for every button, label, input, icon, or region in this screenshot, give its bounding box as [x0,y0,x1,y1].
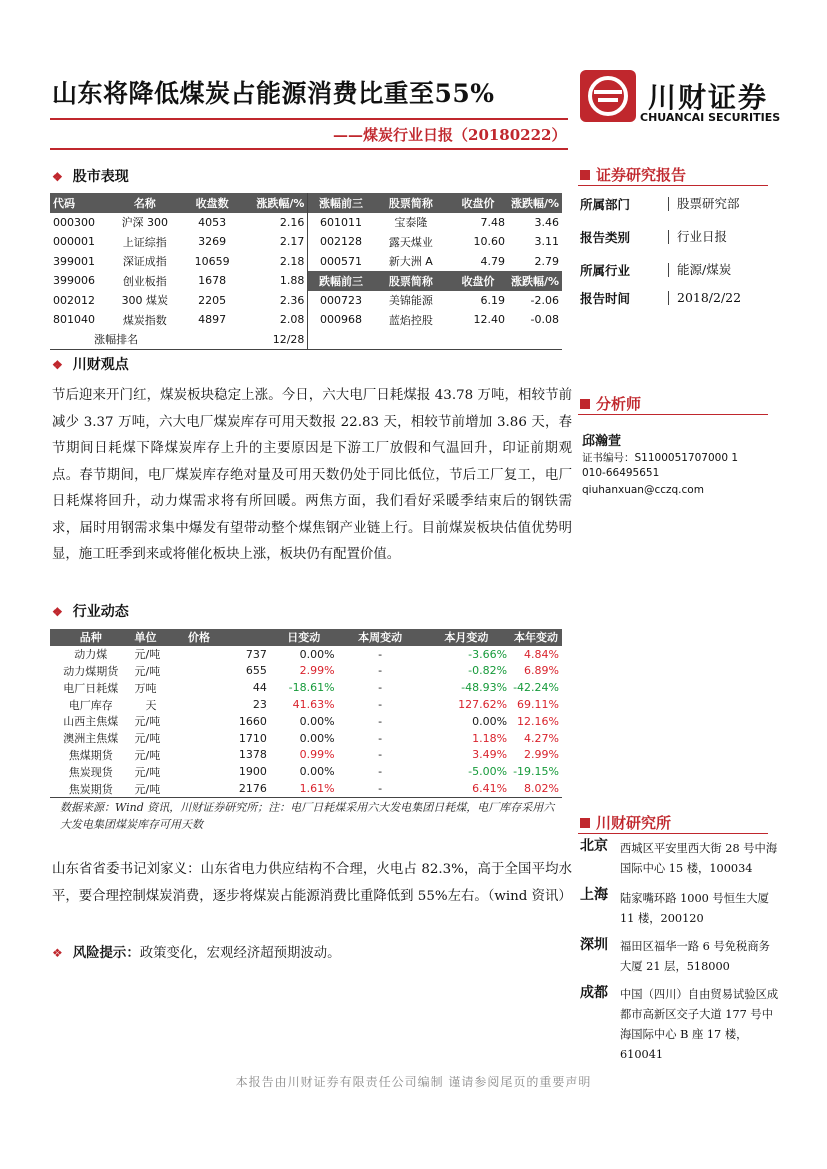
ind-cell: 元/吨 [134,664,161,678]
market-table [50,193,562,350]
diamond-bullet-icon: ❖ [52,170,63,184]
mkt-cell: 002128 [308,232,374,252]
ind-h-month: 本月变动 [423,629,510,646]
mkt-cell-empty [374,330,449,350]
mkt-cell: 3.11 [534,235,559,249]
ind-cell: -18.61% [288,681,335,695]
ind-cell: 元/吨 [134,748,161,762]
mkt-cell: 4897 [198,313,227,327]
rank-label: 涨幅排名 [50,330,182,350]
sidebar-divider [578,414,768,415]
diamond-bullet-icon: ❖ [52,946,63,960]
ind-cell: 4.84% [524,647,559,661]
ind-cell: 3.49% [472,748,508,762]
ind-cell: -0.82% [468,664,508,678]
table-row [50,763,562,780]
mkt-h-chg: 涨跌幅/% [242,193,308,213]
mkt-h-stock: 股票简称 [374,193,449,213]
mkt-cell: 000001 [53,235,95,249]
mkt-cell: 10659 [194,254,230,268]
mkt-cell: 10.60 [473,235,505,249]
ind-cell: 2.99% [524,748,559,762]
mkt-cell: 2.16 [279,215,305,229]
mkt-cell: 上证综指 [122,235,167,249]
industry-data-note: 数据来源：Wind 资讯，川财证券研究所；注：电厂日耗煤采用六大发电集团日耗煤，电厂库存采用六大发电集团煤炭库存可用天数 [60,801,555,831]
table-row [50,679,562,696]
ind-cell: 焦炭期货 [50,780,132,797]
logo-company-name: 川财证券 [648,81,769,114]
ind-cell: -48.93% [461,681,508,695]
risk-text: 政策变化，宏观经济超预期波动。 [139,946,341,961]
mkt-cell: 300 煤炭 [121,294,169,308]
info-key-category: 报告类别 [580,230,631,245]
section-market-title: ❖ 股市表现 [52,169,129,185]
sidebar-analyst-title: 分析师 [580,393,641,414]
ind-cell: 动力煤期货 [63,664,119,678]
mkt-cell: 3269 [198,235,227,249]
mkt-h-topdown: 跌幅前三 [308,271,374,291]
mkt-cell: 露天煤业 [388,235,433,249]
mkt-cell: 2205 [198,293,227,307]
analyst-phone: 010-66495651 [582,467,660,479]
chuancai-logo-icon [580,70,636,122]
table-row [50,252,562,272]
ind-cell: 1900 [238,765,267,779]
office-addr-shenzhen: 福田区福华一路 6 号免税商务大厦 21 层，518000 [620,940,770,973]
mkt-cell: 2.17 [279,235,305,249]
section-industry-title: ❖ 行业动态 [52,604,129,620]
mkt-cell: 12.40 [473,313,505,327]
mkt-cell-empty [308,330,374,350]
risk-line [52,942,341,961]
mkt-cell: 000968 [308,310,374,330]
ind-cell: 23 [252,698,267,712]
mkt-h-name: 名称 [107,193,182,213]
ind-cell: - [378,681,383,695]
section-view-title: ❖ 川财观点 [52,357,129,373]
ind-cell: 焦煤期货 [68,748,113,762]
mkt-h-topup: 涨幅前三 [308,193,374,213]
table-row [50,713,562,730]
mkt-cell: 宝泰隆 [394,216,428,230]
mkt-cell: 蓝焰控股 [388,313,433,327]
ind-cell: 0.00% [299,714,335,728]
ind-cell: 电厂日耗煤 [63,681,119,695]
mkt-h-close: 收盘数 [182,193,242,213]
mkt-cell: 煤炭指数 [122,313,167,327]
mkt-cell: 7.48 [480,215,505,229]
ind-cell: 山西主焦煤 [63,715,119,729]
mkt-cell: 3.46 [534,215,559,229]
mkt-cell: 2.79 [534,254,559,268]
view-paragraph: 节后迎来开门红，煤炭板块稳定上涨。今日，六大电厂日耗煤报 43.78 万吨，相较节前减少 3.37 万吨，六大电厂煤炭库存可用天数报 22.83 天，相较节前增加 3.86 天，春节期间日耗煤下降煤炭库存上升的主要原因是下游工厂放假和气温回升，印证前期观点。春节期间，电厂煤炭库存绝对量及可用天数仍处于同比低位，节后工厂复工，电厂日耗煤将回升，动力煤需求将有所回暖。两焦方面，我们看好采暖季结束后的钢铁需求，届时用钢需求集中爆发有望带动整个煤焦钢产业链上行。目前煤炭板块估值优势明显，施工旺季到来或将催化板块上涨，板块仍有配置价值。 [52,388,572,562]
report-title: 山东将降低煤炭占能源消费比重至55% [52,79,495,108]
ind-cell: 4.27% [524,731,559,745]
ind-cell: - [378,765,383,779]
info-key-date: 报告时间 [580,291,631,306]
ind-h-year: 本年变动 [510,629,562,646]
ind-cell: 2.99% [299,664,335,678]
sidebar-report-title: 证券研究报告 [580,164,686,185]
ind-cell: - [378,731,383,745]
ind-cell: 元/吨 [134,648,161,662]
subtitle-divider [50,148,568,150]
ind-h-unit: 单位 [132,629,186,646]
ind-cell: - [378,748,383,762]
table-row [50,780,562,797]
mkt-cell: 创业板指 [122,274,167,288]
risk-label: 风险提示： [72,945,140,961]
report-subtitle: ——煤炭行业日报（20180222） [333,126,567,144]
red-square-icon [580,818,590,828]
ind-cell: 655 [245,664,267,678]
mkt-h-chg2: 涨跌幅/% [508,193,562,213]
diamond-bullet-icon: ❖ [52,358,63,372]
mkt-cell: 4053 [198,215,227,229]
office-city-shenzhen: 深圳 [580,937,608,953]
sidebar-institute-title: 川财研究所 [580,812,671,833]
rank-row [50,330,562,350]
table-row [50,730,562,747]
red-square-icon [580,399,590,409]
mkt-cell: 6.19 [480,293,505,307]
table-row [50,747,562,764]
ind-h-variety: 品种 [50,629,132,646]
table-row [50,232,562,252]
ind-cell: 1378 [238,748,267,762]
table-row [50,291,562,311]
sidebar-divider [578,185,768,186]
ind-cell: 737 [245,647,267,661]
ind-cell: -19.15% [513,765,559,779]
ind-cell: 0.00% [299,731,335,745]
mkt-h-code: 代码 [50,193,107,213]
mkt-cell: 深证成指 [122,255,167,269]
ind-cell: 0.99% [299,748,335,762]
info-key-industry: 所属行业 [580,263,631,278]
ind-h-week: 本周变动 [338,629,423,646]
sidebar-divider [578,833,768,834]
ind-cell: 8.02% [510,780,562,797]
info-key-department: 所属部门 [580,197,631,212]
ind-cell: 127.62% [458,698,508,712]
ind-cell: 电厂库存 [68,698,113,712]
ind-cell: 6.89% [524,664,559,678]
mkt-cell: 1.88 [279,274,305,288]
ind-cell: 元/吨 [132,780,186,797]
ind-cell: 焦炭现货 [68,765,113,779]
ind-cell: 0.00% [299,647,335,661]
ind-cell: 69.11% [517,698,559,712]
ind-h-price: 价格 [185,629,270,646]
table-row [50,696,562,713]
news-paragraph: 山东省省委书记刘家义：山东省电力供应结构不合理，火电占 82.3%，高于全国平均水平，要合理控制煤炭消费，逐步将煤炭占能源消费比重降低到 55%左右。（wind 资讯） [52,862,572,904]
ind-cell: 12.16% [517,714,559,728]
ind-cell: - [378,647,383,661]
ind-cell: -5.00% [468,765,508,779]
ind-cell: 澳洲主焦煤 [63,732,119,746]
ind-cell: 6.41% [423,780,510,797]
mkt-cell: 1678 [198,274,227,288]
office-city-chengdu: 成都 [580,985,608,1001]
analyst-email[interactable]: qiuhanxuan@cczq.com [582,484,704,496]
info-value-date: 2018/2/22 [668,291,741,305]
ind-cell: - [338,780,423,797]
ind-cell: 44 [252,681,267,695]
ind-cell: 41.63% [292,698,335,712]
mkt-cell: 399006 [53,274,95,288]
analyst-cert: 证书编号：S1100051707000 1 [582,452,739,464]
mkt-cell: -2.06 [530,293,559,307]
ind-cell: 0.00% [299,765,335,779]
analyst-name: 邱瀚萱 [582,434,622,449]
info-value-department: 股票研究部 [668,197,740,211]
ind-cell: 1.61% [270,780,338,797]
red-square-icon [580,170,590,180]
industry-header-row [50,629,562,646]
office-addr-chengdu: 中国（四川）自由贸易试验区成都市高新区交子大道 177 号中海国际中心 B 座 17 楼，610041 [620,988,779,1061]
table-row [50,213,562,233]
mkt-h-price: 收盘价 [448,193,508,213]
market-header-row [50,193,562,213]
ind-cell: - [378,698,383,712]
mkt-cell: 2.08 [279,313,305,327]
ind-cell: 元/吨 [134,715,161,729]
mkt-cell: 399001 [53,254,95,268]
header-divider [50,118,568,120]
mkt-h-chg-down: 涨跌幅/% [508,271,562,291]
mkt-cell: 000571 [308,252,374,272]
ind-h-day: 日变动 [270,629,338,646]
mkt-h-price-down: 收盘价 [448,271,508,291]
ind-cell: - [378,664,383,678]
diamond-bullet-icon: ❖ [52,605,63,619]
mkt-cell: 沪深 300 [121,216,169,230]
rank-value: 12/28 [182,330,308,350]
mkt-cell: 2.18 [279,254,305,268]
mkt-cell: 美锦能源 [388,294,433,308]
table-row [50,646,562,663]
table-row [50,310,562,330]
office-addr-shanghai: 陆家嘴环路 1000 号恒生大厦 11 楼，200120 [620,892,769,925]
ind-cell: 0.00% [472,714,508,728]
ind-cell: 元/吨 [134,765,161,779]
mkt-cell: 000723 [308,291,374,311]
ind-cell: - [378,714,383,728]
mkt-cell: -0.08 [530,313,559,327]
table-row [50,663,562,680]
mkt-cell: 002012 [53,293,95,307]
ind-cell: 天 [145,698,157,712]
ind-cell: 元/吨 [134,732,161,746]
logo-company-english: CHUANCAI SECURITIES [640,111,781,124]
info-value-category: 行业日报 [668,230,727,244]
ind-cell: 1.18% [472,731,508,745]
info-value-industry: 能源/煤炭 [668,263,731,277]
mkt-cell: 4.79 [480,254,505,268]
ind-cell: 动力煤 [74,648,108,662]
office-addr-beijing: 西城区平安里西大街 28 号中海国际中心 15 楼，100034 [620,842,778,875]
ind-cell: -3.66% [468,647,508,661]
office-city-shanghai: 上海 [580,887,608,903]
ind-cell: 万吨 [134,681,157,695]
mkt-cell-empty [448,330,508,350]
mkt-h-stock-down: 股票简称 [374,271,449,291]
table-row [50,271,562,291]
footer-disclaimer: 本报告由川财证券有限责任公司编制 谨请参阅尾页的重要声明 [235,1075,592,1089]
ind-cell: 1660 [238,714,267,728]
mkt-cell: 新大洲 A [388,255,433,269]
office-city-beijing: 北京 [580,838,608,854]
mkt-cell: 601011 [308,213,374,233]
industry-table [50,629,562,798]
mkt-cell: 2.36 [279,293,305,307]
ind-cell: 1710 [238,731,267,745]
ind-cell: -42.24% [513,681,559,695]
ind-cell: 2176 [185,780,270,797]
mkt-cell: 801040 [53,313,95,327]
mkt-cell: 000300 [53,215,95,229]
mkt-cell-empty [508,330,562,350]
